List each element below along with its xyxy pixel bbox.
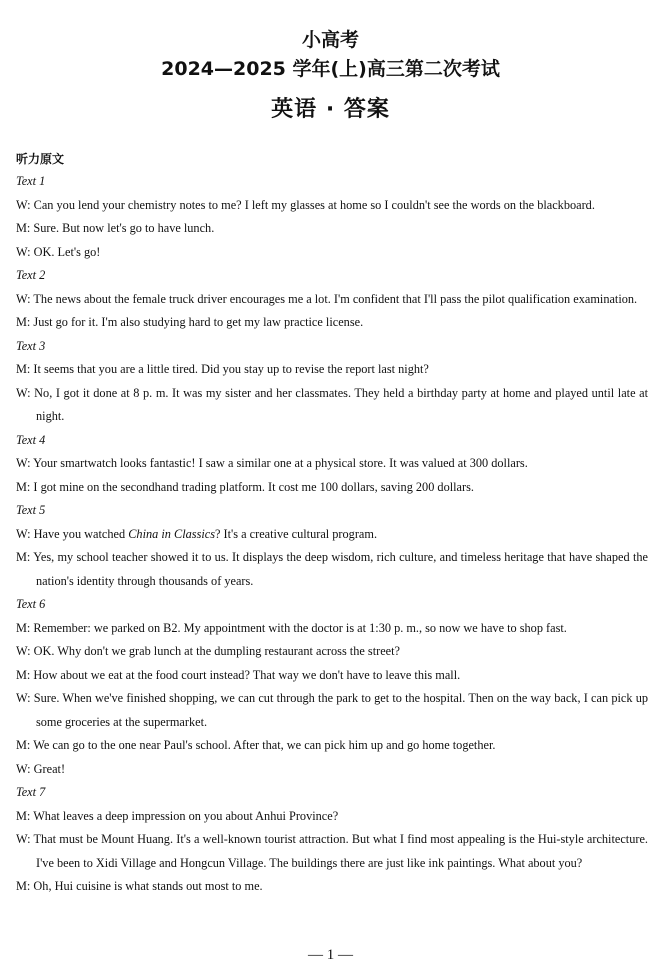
dialogue-line: W: Can you lend your chemistry notes to me? I left my glasses at home so I couldn't see the words on the blackboard.: [16, 197, 595, 212]
dialogue-line: W: Sure. When we've finished shopping, we can cut through the park to get to the hospital. Then on the way back, I can pick up some groceries at the supermarket.: [16, 691, 648, 729]
dialogue-line: M: How about we eat at the food court instead? That way we don't have to leave this mall.: [16, 667, 461, 682]
document-body: [16, 148, 648, 899]
dialogue-line: W: OK. Let's go!: [16, 244, 101, 259]
dialogue-line: M: Remember: we parked on B2. My appointment with the doctor is at 1:30 p. m., so now we have to shop fast.: [16, 620, 567, 635]
text-label: Text 3: [16, 338, 46, 353]
dialogue-line: W: No, I got it done at 8 p. m. It was my sister and her classmates. They held a birthday party at home and played until late at night.: [16, 385, 648, 423]
dialogue-line: M: We can go to the one near Paul's school. After that, we can pick him up and go home together.: [16, 738, 496, 752]
text-label: Text 4: [16, 432, 46, 447]
section-title: 听力原文: [16, 152, 65, 166]
dialogue-line: W: That must be Mount Huang. It's a well-known tourist attraction. But what I find most appealing is the Hui-style architecture. I've been to Xidi Village and Hongcun Village. The buildings there are just like ink paintings. What about you?: [16, 832, 648, 870]
dialogue-line: M: Yes, my school teacher showed it to us. It displays the deep wisdom, rich culture, and timeless heritage that have shaped the nation's identity through thousands of years.: [16, 550, 648, 588]
answer-title: 英语 · 答案: [271, 97, 390, 122]
dialogue-line: M: I got mine on the secondhand trading platform. It cost me 100 dollars, saving 200 dollars.: [16, 479, 474, 494]
dialogue-line: W: OK. Why don't we grab lunch at the dumpling restaurant across the street?: [16, 644, 400, 658]
text-label: Text 1: [16, 174, 46, 188]
dialogue-line: M: Oh, Hui cuisine is what stands out most to me.: [16, 879, 263, 893]
dialogue-line: W: Great!: [16, 761, 66, 776]
text-label: Text 5: [16, 503, 46, 517]
dialogue-line: W: Have you watched China in Classics? It's a creative cultural program.: [16, 526, 378, 541]
exam-title: 2024—2025 学年(上)高三第二次考试: [161, 58, 500, 80]
listening-transcript: [16, 170, 648, 899]
text-label: Text 2: [16, 268, 46, 282]
page-number: — 1 —: [308, 947, 353, 963]
dialogue-line: M: Sure. But now let's go to have lunch.: [16, 221, 215, 235]
transcript-block: [16, 499, 648, 593]
dialogue-line: M: Just go for it. I'm also studying hard to get my law practice license.: [16, 315, 364, 329]
text-label: Text 7: [16, 785, 46, 799]
text-label: Text 6: [16, 597, 46, 611]
transcript-block: [16, 429, 648, 500]
transcript-block: [16, 781, 648, 899]
program-title: China in Classics: [128, 526, 216, 541]
dialogue-line: M: What leaves a deep impression on you about Anhui Province?: [16, 808, 339, 823]
transcript-block: [16, 593, 648, 781]
transcript-block: [16, 335, 648, 429]
dialogue-line: W: Your smartwatch looks fantastic! I saw a similar one at a physical store. It was valued at 300 dollars.: [16, 456, 528, 470]
transcript-block: [16, 264, 648, 335]
dialogue-line: W: The news about the female truck driver encourages me a lot. I'm confident that I'll pass the pilot qualification examination.: [16, 291, 638, 306]
transcript-block: [16, 170, 648, 264]
brand-title: 小高考: [301, 29, 359, 51]
dialogue-line: M: It seems that you are a little tired. Did you stay up to revise the report last night?: [16, 362, 429, 376]
